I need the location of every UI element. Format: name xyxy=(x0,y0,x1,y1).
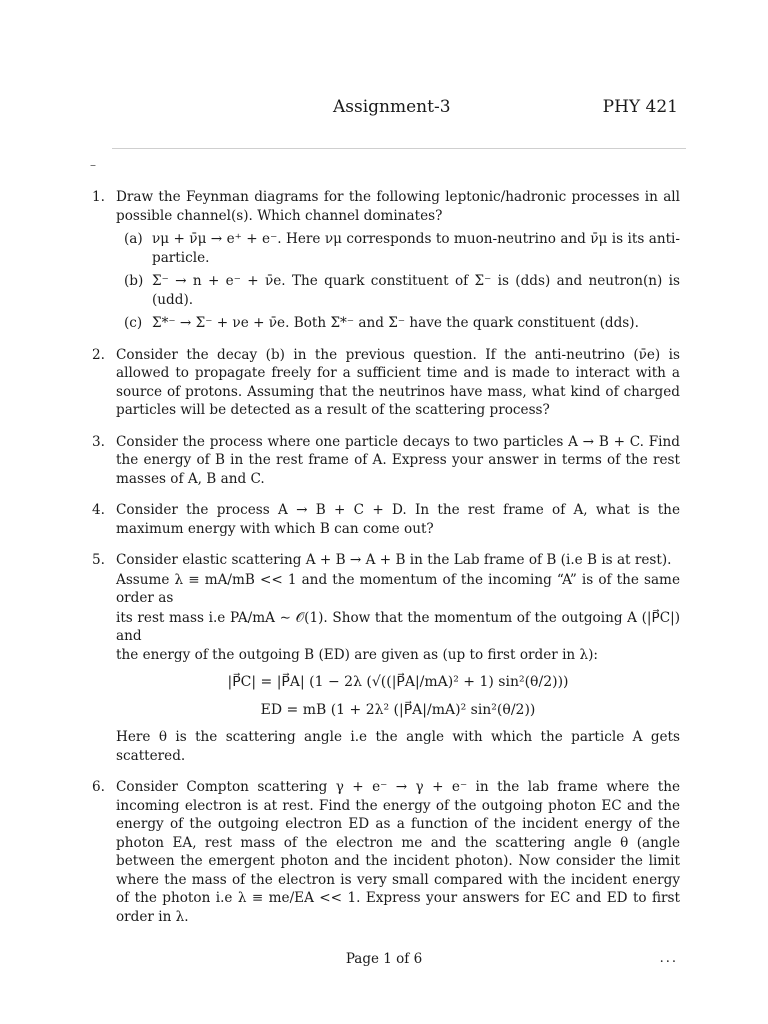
question-number: 3. xyxy=(92,433,105,450)
margin-dash: – xyxy=(90,158,96,172)
assignment-title: Assignment-3 xyxy=(333,97,451,117)
part-text: νμ + ν̄μ → e⁺ + e⁻. Here νμ corresponds to muon-neutrino and ν̄μ is its anti-particle. xyxy=(152,231,680,266)
question-text: Consider the process where one particle decays to two particles A → B + C. Find the energy of B in the rest frame of A. Express your answer in terms of the rest masses of A, B and C. xyxy=(116,433,680,487)
question-1-part-c xyxy=(124,314,680,333)
question-text-line: Consider elastic scattering A + B → A + B in the Lab frame of B (i.e B is at rest). xyxy=(116,552,672,568)
part-label: (b) xyxy=(124,273,144,289)
question-number: 4. xyxy=(92,502,105,518)
more-ellipsis: ... xyxy=(659,951,678,966)
question-3 xyxy=(92,433,680,489)
question-list xyxy=(92,188,680,939)
question-4 xyxy=(92,501,680,538)
header-rule xyxy=(112,148,686,149)
question-number: 1. xyxy=(92,189,105,205)
question-text: Consider the decay (b) in the previous question. If the anti-neutrino (ν̄e) is allowed to propagate freely for a sufficient time and is made to interact with a source of protons. Assuming that the neutrinos have mass, what kind of charged particles will be detected as a result of the scattering process? xyxy=(116,346,680,418)
question-text-line: Assume λ ≡ mA/mB << 1 and the momentum of the incoming “A” is of the same order as xyxy=(116,571,680,606)
page-number: Page 1 of 6 xyxy=(345,951,423,967)
part-label: (c) xyxy=(124,315,143,331)
question-number: 2. xyxy=(92,346,105,363)
question-text-line: the energy of the outgoing B (ED) are given as (up to first order in λ): xyxy=(116,646,598,663)
equation-energy: ED = mB (1 + 2λ² (|P⃗A|/mA)² sin²(θ/2)) xyxy=(260,701,536,718)
question-followup-text: Here θ is the scattering angle i.e the angle with which the particle A gets scattered. xyxy=(116,729,680,764)
part-label: (a) xyxy=(124,231,143,247)
question-1 xyxy=(92,188,680,333)
part-text: Σ*⁻ → Σ⁻ + νe + ν̄e. Both Σ*⁻ and Σ⁻ have the quark constituent (dds). xyxy=(152,315,639,331)
question-1-part-b xyxy=(124,272,680,309)
part-text: Σ⁻ → n + e⁻ + ν̄e. The quark constituent of Σ⁻ is (dds) and neutron(n) is (udd). xyxy=(152,273,680,308)
question-text-line: its rest mass i.e PA/mA ∼ 𝒪(1). Show that the momentum of the outgoing A (|P⃗C|) and xyxy=(116,609,680,644)
question-6 xyxy=(92,778,680,926)
course-code: PHY 421 xyxy=(602,97,678,117)
question-text: Consider the process A → B + C + D. In the rest frame of A, what is the maximum energy with which B can come out? xyxy=(116,502,680,537)
question-5 xyxy=(92,551,680,765)
question-number: 5. xyxy=(92,552,105,568)
question-1-part-a xyxy=(124,230,680,267)
question-text: Draw the Feynman diagrams for the following leptonic/hadronic processes in all possible channel(s). Which channel dominates? xyxy=(116,189,680,224)
equation-momentum: |P⃗C| = |P⃗A| (1 − 2λ (√((|P⃗A|/mA)² + 1) sin²(θ/2))) xyxy=(227,674,569,690)
question-2 xyxy=(92,346,680,420)
question-number: 6. xyxy=(92,779,105,795)
question-text: Consider Compton scattering γ + e⁻ → γ + e⁻ in the lab frame where the incoming electron is at rest. Find the energy of the outgoing photon EC and the energy of the outgoing electron ED as a function of the incident energy of the photon EA, rest mass of the electron me and the scattering angle θ (angle between the emergent photon and the incident photon). Now consider the limit where the mass of the electron is very small compared with the incident energy of the photon i.e λ ≡ me/EA << 1. Express your answers for EC and ED to first order in λ. xyxy=(116,779,680,925)
